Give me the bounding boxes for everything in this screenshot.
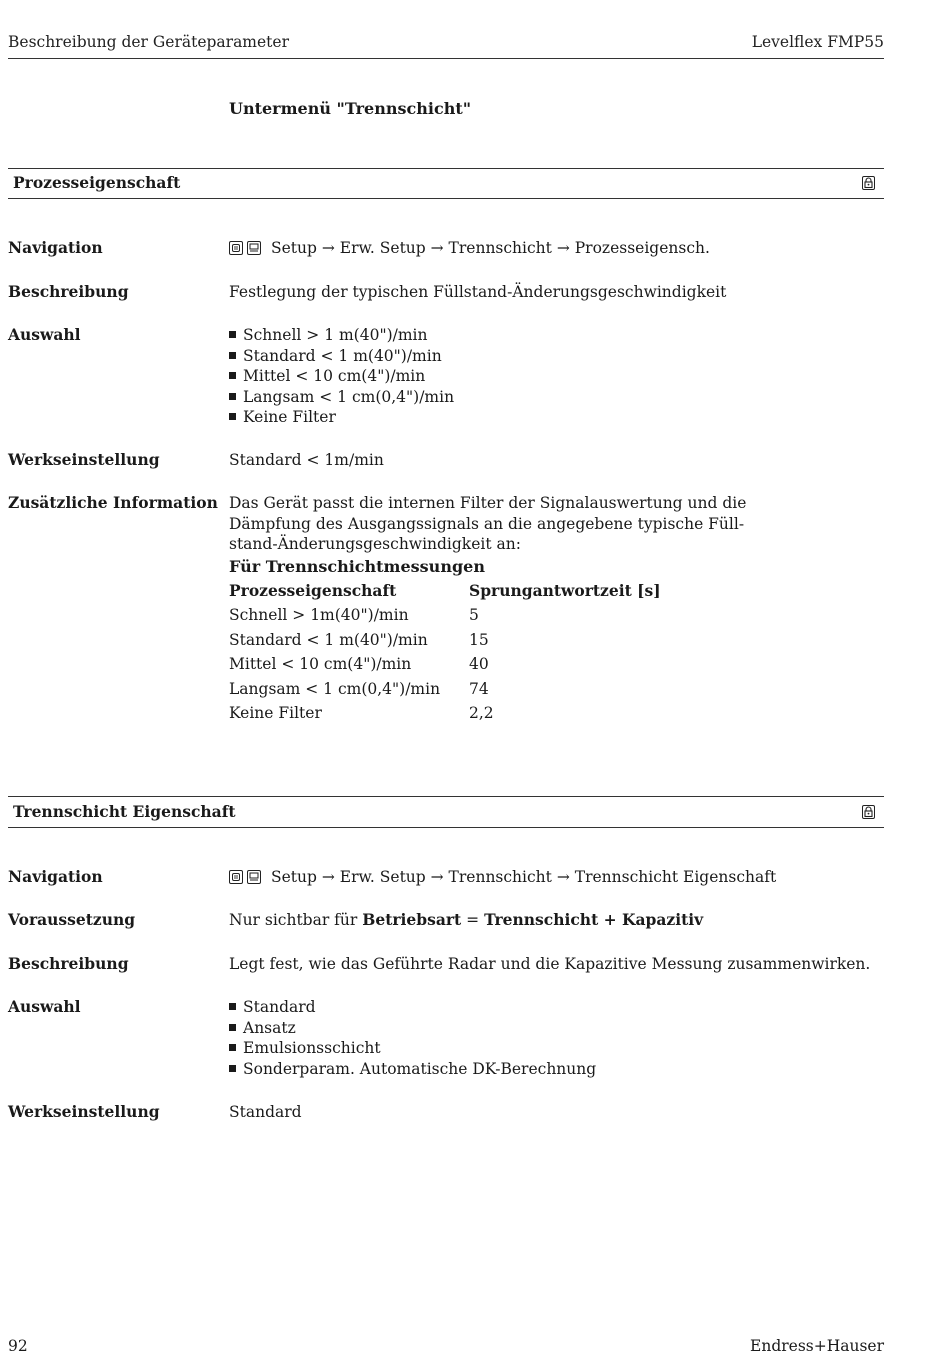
operating-menu-icon [229,870,243,884]
section2-top-rule [8,796,884,797]
header-right: Levelflex FMP55 [751,33,884,51]
table-cell: Mittel < 10 cm(4")/min [229,655,412,673]
header-left: Beschreibung der Geräteparameter [8,33,289,51]
label-zusatz: Zusätzliche Information [8,493,218,512]
section2-title: Trennschicht Eigenschaft [13,802,236,821]
table-header-row [229,579,661,604]
section1-title: Prozesseigenschaft [13,173,181,192]
list-item: Standard [229,997,596,1018]
table-cell: Keine Filter [229,704,322,722]
table-header: Prozesseigenschaft [229,580,397,600]
section1-top-rule [8,168,884,169]
info-subhead: Für Trennschichtmessungen [229,556,485,576]
lock-icon [862,805,875,819]
list-item: Ansatz [229,1018,596,1039]
label-werkseinstellung: Werkseinstellung [8,1102,160,1121]
info-line: stand-Änderungsgeschwindigkeit an: [229,535,521,553]
table-cell: 5 [469,606,479,624]
voraussetzung-text [229,910,703,931]
auswahl-list [229,325,454,428]
label-beschreibung: Beschreibung [8,954,129,973]
table-cell: 40 [469,655,489,673]
operating-menu-icon [229,241,243,255]
list-item: Standard < 1 m(40")/min [229,346,454,367]
table-row [229,652,661,677]
submenu-title: Untermenü "Trennschicht" [229,99,472,118]
table-cell: Langsam < 1 cm(0,4")/min [229,679,441,698]
info-line: Dämpfung des Ausgangssignals an die angegebene typische Füll- [229,514,745,533]
section2-bottom-rule [8,827,884,828]
label-beschreibung: Beschreibung [8,282,129,301]
label-navigation: Navigation [8,867,103,886]
table-row [229,677,661,702]
list-item: Emulsionsschicht [229,1038,596,1059]
list-item: Keine Filter [229,407,454,428]
table-cell: 74 [469,679,489,698]
display-icon [247,870,261,884]
label-navigation: Navigation [8,238,103,257]
werkseinstellung-value: Standard < 1m/min [229,451,384,469]
werkseinstellung-value: Standard [229,1103,302,1121]
label-werkseinstellung: Werkseinstellung [8,450,160,469]
voraussetzung-prefix: Nur sichtbar für [229,911,363,929]
label-auswahl: Auswahl [8,325,81,344]
table-cell: Standard < 1 m(40")/min [229,630,428,649]
info-line: Das Gerät passt die internen Filter der Signalauswertung und die [229,494,747,512]
table-row [229,603,661,628]
navigation-path-text: Setup → Erw. Setup → Trennschicht → Prozesseigensch. [271,239,710,257]
info-block [229,493,829,726]
navigation-path-2 [229,867,776,888]
list-item: Schnell > 1 m(40")/min [229,325,454,346]
list-item: Mittel < 10 cm(4")/min [229,366,454,387]
auswahl-list [229,997,596,1079]
lock-icon [862,176,875,190]
table-row [229,701,661,726]
label-auswahl: Auswahl [8,997,81,1016]
section1-bottom-rule [8,198,884,199]
navigation-path-1 [229,238,710,259]
table-cell: 2,2 [469,704,494,722]
voraussetzung-value: Trennschicht + Kapazitiv [484,910,704,929]
list-item: Sonderparam. Automatische DK-Berechnung [229,1059,596,1080]
table-header: Sprungantwortzeit [s] [469,580,661,600]
voraussetzung-param: Betriebsart [362,910,462,929]
table-row [229,628,661,653]
header-rule [8,58,884,59]
voraussetzung-equals: = [461,911,485,929]
beschreibung-text: Festlegung der typischen Füllstand-Änderungsgeschwindigkeit [229,283,727,301]
footer-brand: Endress+Hauser [750,1337,884,1355]
label-voraussetzung: Voraussetzung [8,910,136,929]
page-number: 92 [8,1337,28,1355]
display-icon [247,241,261,255]
navigation-path-text: Setup → Erw. Setup → Trennschicht → Trennschicht Eigenschaft [271,868,777,886]
table-cell: 15 [469,630,489,649]
list-item: Langsam < 1 cm(0,4")/min [229,387,454,408]
response-table [229,579,661,726]
table-cell: Schnell > 1m(40")/min [229,606,409,624]
beschreibung-text: Legt fest, wie das Geführte Radar und die Kapazitive Messung zusammenwirken. [229,955,871,973]
